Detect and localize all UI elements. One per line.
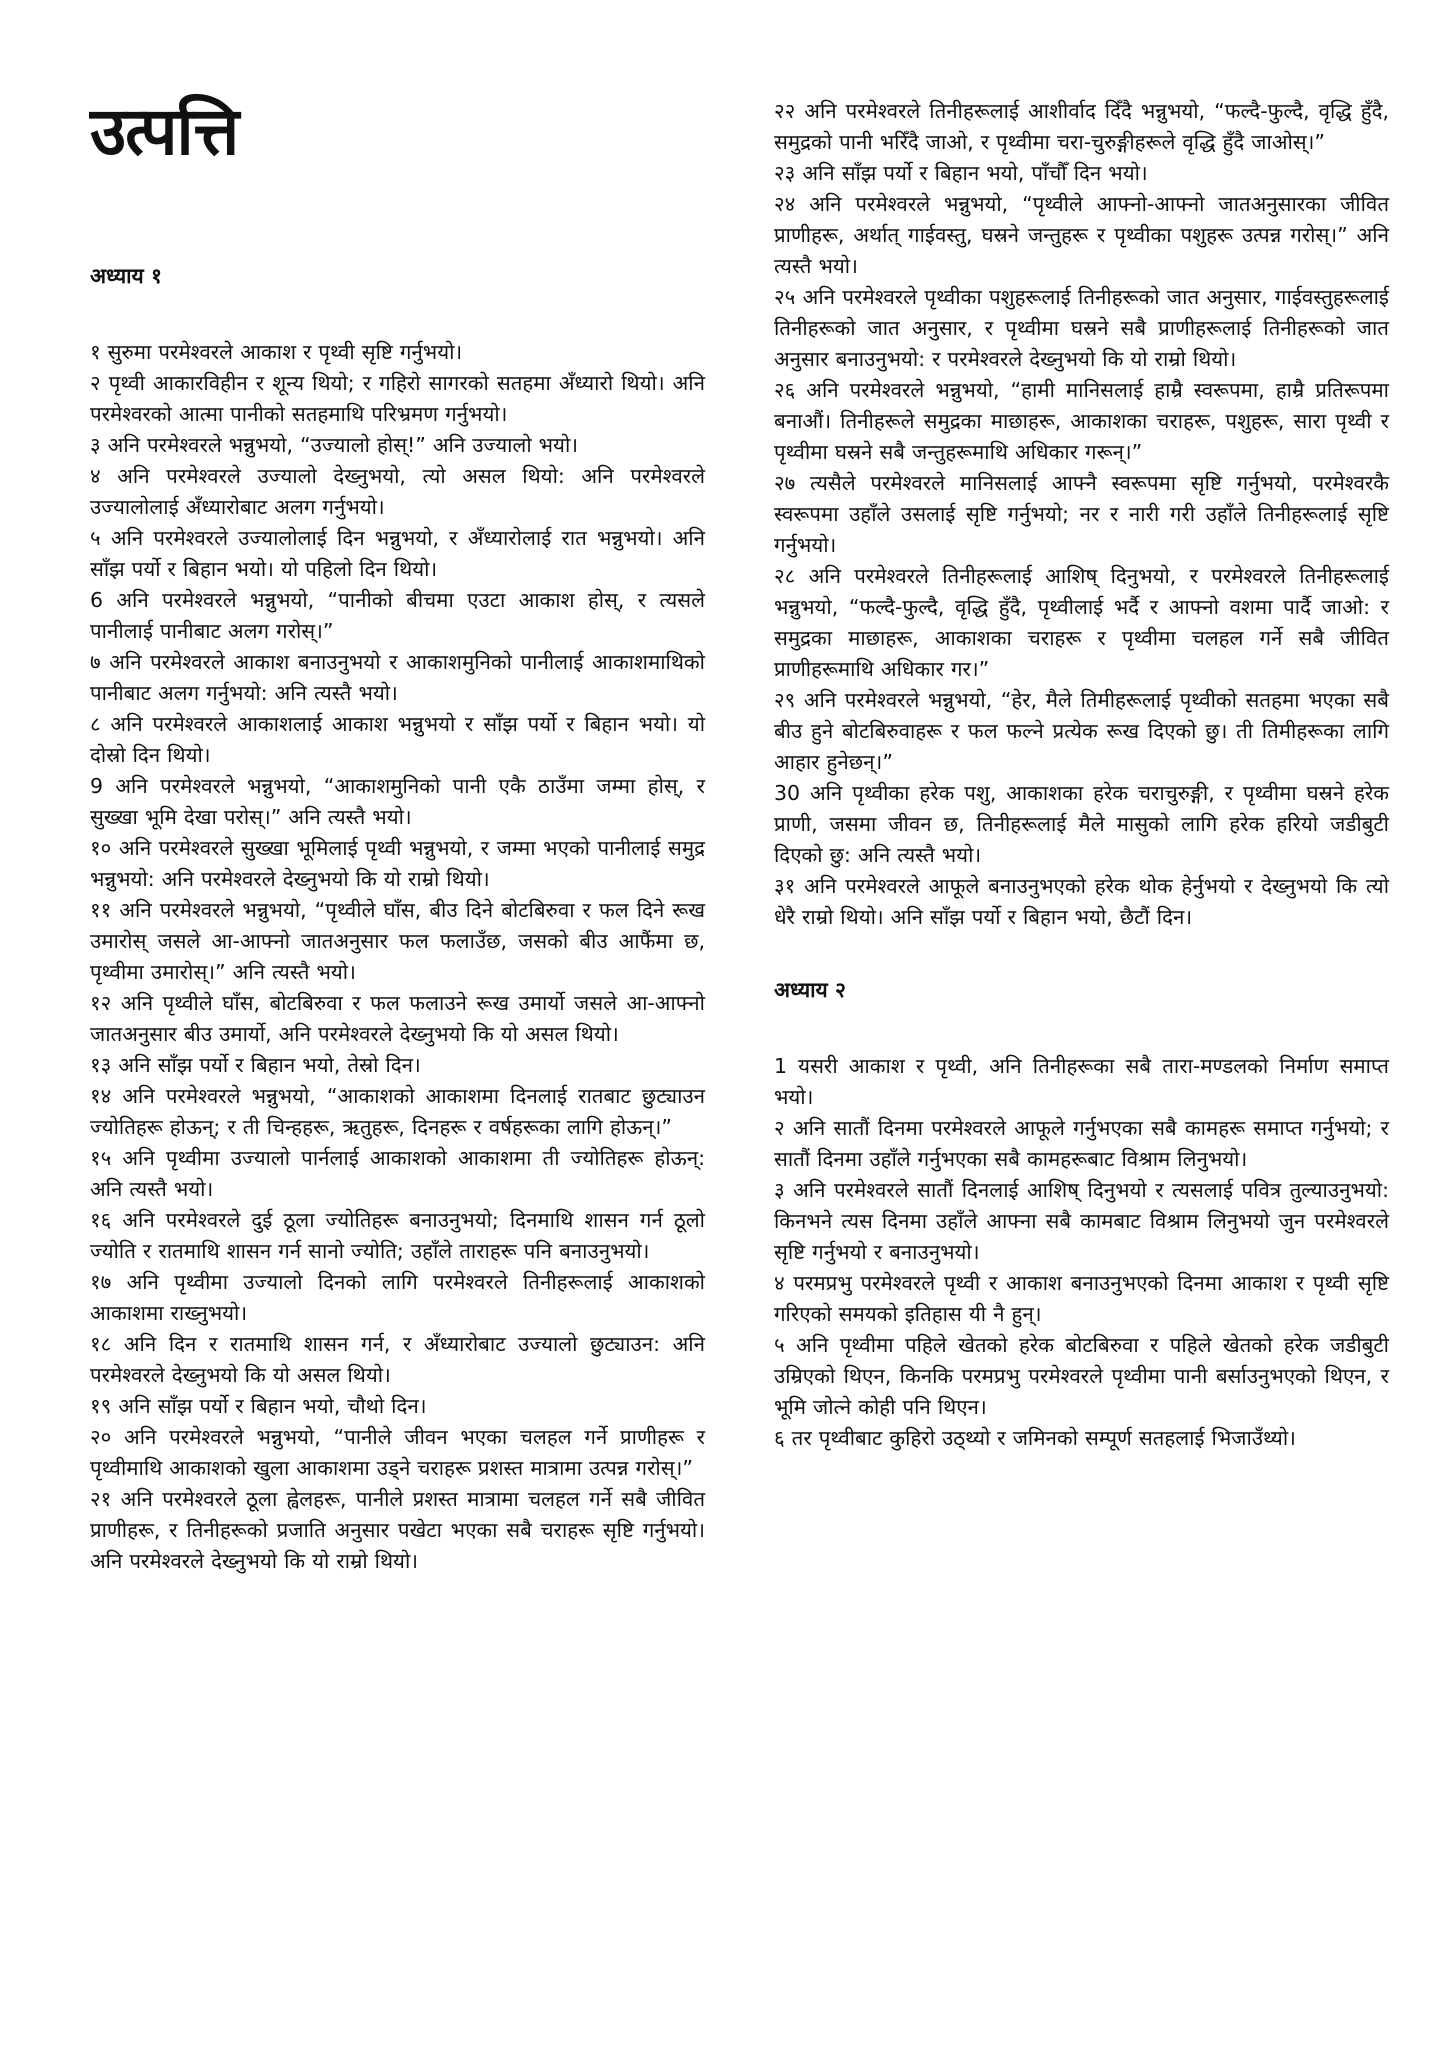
verse: ७ अनि परमेश्वरले आकाश बनाउनुभयो र आकाशमुनिको पानीलाई आकाशमाथिको पानीबाट अलग गर्नुभयो: अनि त्यस्तै भयो।: [90, 649, 705, 705]
verse: 30 अनि पृथ्वीका हरेक पशु, आकाशका हरेक चराचुरुङ्गी, र पृथ्वीमा घस्रने हरेक प्राणी, जसमा जीवन छ, तिनीहरूलाई मैले मासुको लागि हरेक हरियो जडीबुटी दिएको छु: अनि त्यस्तै भयो।: [774, 781, 1389, 867]
verse: १६ अनि परमेश्वरले दुई ठूला ज्योतिहरू बनाउनुभयो; दिनमाथि शासन गर्न ठूलो ज्योति र रातमाथि शासन गर्न सानो ज्योति; उहाँले ताराहरू पनि बनाउनुभयो।: [90, 1207, 705, 1263]
verse: 1 यसरी आकाश र पृथ्वी, अनि तिनीहरूका सबै तारा-मण्डलको निर्माण समाप्त भयो।: [774, 1054, 1389, 1109]
verse: १२ अनि पृथ्वीले घाँस, बोटबिरुवा र फल फलाउने रूख उमार्यो जसले आ-आफ्नो जातअनुसार बीउ उमार्यो, अनि परमेश्वरले देख्नुभयो कि यो असल थियो।: [90, 990, 705, 1046]
two-column-layout: [90, 93, 1389, 1577]
chapter-heading: अध्याय २: [774, 978, 846, 1002]
verse: २५ अनि परमेश्वरले पृथ्वीका पशुहरूलाई तिनीहरूको जात अनुसार, गाईवस्तुहरूलाई तिनीहरूको जात अनुसार, र पृथ्वीमा घस्रने सबै प्राणीहरूलाई तिनीहरूको जात अनुसार बनाउनुभयो: र परमेश्वरले देख्नुभयो कि यो राम्रो थियो।: [774, 285, 1389, 371]
verse: २४ अनि परमेश्वरले भन्नुभयो, “पृथ्वीले आफ्नो-आफ्नो जातअनुसारका जीवित प्राणीहरू, अर्थात् गाईवस्तु, घस्रने जन्तुहरू र पृथ्वीका पशुहरू उत्पन्न गरोस्।” अनि त्यस्तै भयो।: [774, 192, 1389, 278]
verse: १९ अनि साँझ पर्यो र बिहान भयो, चौथो दिन।: [90, 1393, 427, 1418]
verse: २९ अनि परमेश्वरले भन्नुभयो, “हेर, मैले तिमीहरूलाई पृथ्वीको सतहमा भएका सबै बीउ हुने बोटबिरुवाहरू र फल फल्ने प्रत्येक रूख दिएको छु। ती तिमीहरूका लागि आहार हुनेछन्।”: [774, 688, 1389, 774]
verse: ८ अनि परमेश्वरले आकाशलाई आकाश भन्नुभयो र साँझ पर्यो र बिहान भयो। यो दोस्रो दिन थियो।: [90, 711, 705, 767]
verse: १५ अनि पृथ्वीमा उज्यालो पार्नलाई आकाशको आकाशमा ती ज्योतिहरू होऊन्: अनि त्यस्तै भयो।: [90, 1145, 705, 1201]
verse: 6 अनि परमेश्वरले भन्नुभयो, “पानीको बीचमा एउटा आकाश होस्, र त्यसले पानीलाई पानीबाट अलग गरोस्।”: [90, 587, 705, 643]
verse: ६ तर पृथ्वीबाट कुहिरो उठ्थ्यो र जमिनको सम्पूर्ण सतहलाई भिजाउँथ्यो।: [774, 1426, 1296, 1450]
verse: १३ अनि साँझ पर्यो र बिहान भयो, तेस्रो दिन।: [90, 1052, 421, 1077]
verse: १८ अनि दिन र रातमाथि शासन गर्न, र अँध्यारोबाट उज्यालो छुट्याउन: अनि परमेश्वरले देख्नुभयो कि यो असल थियो।: [90, 1331, 705, 1387]
verse: २२ अनि परमेश्वरले तिनीहरूलाई आशीर्वाद दिँदै भन्नुभयो, “फल्दै-फुल्दै, वृद्धि हुँदै, समुद्रको पानी भरिँदै जाओ, र पृथ्वीमा चरा-चुरुङ्गीहरूले वृद्धि हुँदै जाओस्।”: [774, 99, 1389, 154]
verse: २८ अनि परमेश्वरले तिनीहरूलाई आशिष् दिनुभयो, र परमेश्वरले तिनीहरूलाई भन्नुभयो, “फल्दै-फुल्दै, वृद्धि हुँदै, पृथ्वीलाई भर्दै र आफ्नो वशमा पार्दै जाओ: र समुद्रका माछाहरू, आकाशका चराहरू र पृथ्वीमा चलहल गर्ने सबै जीवित प्राणीहरूमाथि अधिकार गर।”: [774, 564, 1389, 681]
verse: १४ अनि परमेश्वरले भन्नुभयो, “आकाशको आकाशमा दिनलाई रातबाट छुट्याउन ज्योतिहरू होऊन्; र ती चिन्हहरू, ऋतुहरू, दिनहरू र वर्षहरूका लागि होऊन्।”: [90, 1083, 705, 1139]
verse: 9 अनि परमेश्वरले भन्नुभयो, “आकाशमुनिको पानी एकै ठाउँमा जम्मा होस्, र सुख्खा भूमि देखा परोस्।” अनि त्यस्तै भयो।: [90, 773, 705, 829]
verse: ५ अनि परमेश्वरले उज्यालोलाई दिन भन्नुभयो, र अँध्यारोलाई रात भन्नुभयो। अनि साँझ पर्यो र बिहान भयो। यो पहिलो दिन थियो।: [90, 525, 705, 581]
book-title: उत्पत्ति: [90, 93, 239, 170]
verse: १० अनि परमेश्वरले सुख्खा भूमिलाई पृथ्वी भन्नुभयो, र जम्मा भएको पानीलाई समुद्र भन्नुभयो: अनि परमेश्वरले देख्नुभयो कि यो राम्रो थियो।: [90, 835, 705, 891]
verse: २० अनि परमेश्वरले भन्नुभयो, “पानीले जीवन भएका चलहल गर्ने प्राणीहरू र पृथ्वीमाथि आकाशको खुला आकाशमा उड्ने चराहरू प्रशस्त मात्रामा उत्पन्न गरोस्।”: [90, 1424, 705, 1480]
chapter-heading: अध्याय १: [90, 263, 162, 288]
verse: ३ अनि परमेश्वरले सातौं दिनलाई आशिष् दिनुभयो र त्यसलाई पवित्र तुल्याउनुभयो: किनभने त्यस दिनमा उहाँले आफ्ना सबै कामबाट विश्राम लिनुभयो जुन परमेश्वरले सृष्टि गर्नुभयो र बनाउनुभयो।: [774, 1178, 1389, 1264]
verse: ३१ अनि परमेश्वरले आफूले बनाउनुभएको हरेक थोक हेर्नुभयो र देख्नुभयो कि त्यो धेरै राम्रो थियो। अनि साँझ पर्यो र बिहान भयो, छैटौं दिन।: [774, 874, 1389, 929]
right-column: [774, 96, 1389, 1577]
verse: १७ अनि पृथ्वीमा उज्यालो दिनको लागि परमेश्वरले तिनीहरूलाई आकाशको आकाशमा राख्नुभयो।: [90, 1269, 705, 1325]
verse: ३ अनि परमेश्वरले भन्नुभयो, “उज्यालो होस्!” अनि उज्यालो भयो।: [90, 432, 579, 457]
verse: १ सुरुमा परमेश्वरले आकाश र पृथ्वी सृष्टि गर्नुभयो।: [90, 339, 463, 364]
verse: २६ अनि परमेश्वरले भन्नुभयो, “हामी मानिसलाई हाम्रै स्वरूपमा, हाम्रै प्रतिरूपमा बनाऔं। तिनीहरूले समुद्रका माछाहरू, आकाशका चराहरू, पशुहरू, सारा पृथ्वी र पृथ्वीमा घस्रने सबै जन्तुहरूमाथि अधिकार गरून्।”: [774, 378, 1389, 464]
verse: २१ अनि परमेश्वरले ठूला ह्वेलहरू, पानीले प्रशस्त मात्रामा चलहल गर्ने सबै जीवित प्राणीहरू, र तिनीहरूको प्रजाति अनुसार पखेटा भएका सबै चराहरू सृष्टि गर्नुभयो। अनि परमेश्वरले देख्नुभयो कि यो राम्रो थियो।: [90, 1486, 705, 1573]
verse: ४ अनि परमेश्वरले उज्यालो देख्नुभयो, त्यो असल थियो: अनि परमेश्वरले उज्यालोलाई अँध्यारोबाट अलग गर्नुभयो।: [90, 463, 705, 519]
verse: ४ परमप्रभु परमेश्वरले पृथ्वी र आकाश बनाउनुभएको दिनमा आकाश र पृथ्वी सृष्टि गरिएको समयको इतिहास यी नै हुन्।: [774, 1271, 1389, 1326]
verse: २७ त्यसैले परमेश्वरले मानिसलाई आफ्नै स्वरूपमा सृष्टि गर्नुभयो, परमेश्वरकै स्वरूपमा उहाँले उसलाई सृष्टि गर्नुभयो; नर र नारी गरी उहाँले तिनीहरूलाई सृष्टि गर्नुभयो।: [774, 471, 1389, 557]
verse: ५ अनि पृथ्वीमा पहिले खेतको हरेक बोटबिरुवा र पहिले खेतको हरेक जडीबुटी उम्रिएको थिएन, किनकि परमप्रभु परमेश्वरले पृथ्वीमा पानी बर्साउनुभएको थिएन, र भूमि जोत्ने कोही पनि थिएन।: [774, 1333, 1389, 1419]
verse: २३ अनि साँझ पर्यो र बिहान भयो, पाँचौँ दिन भयो।: [774, 161, 1148, 185]
verse: २ पृथ्वी आकारविहीन र शून्य थियो; र गहिरो सागरको सतहमा अँध्यारो थियो। अनि परमेश्वरको आत्मा पानीको सतहमाथि परिभ्रमण गर्नुभयो।: [90, 370, 705, 426]
verse: ११ अनि परमेश्वरले भन्नुभयो, “पृथ्वीले घाँस, बीउ दिने बोटबिरुवा र फल दिने रूख उमारोस् जसले आ-आफ्नो जातअनुसार फल फलाउँछ, जसको बीउ आफैंमा छ, पृथ्वीमा उमारोस्।” अनि त्यस्तै भयो।: [90, 897, 705, 984]
verse: २ अनि सातौं दिनमा परमेश्वरले आफूले गर्नुभएका सबै कामहरू समाप्त गर्नुभयो; र सातौं दिनमा उहाँले गर्नुभएका सबै कामहरूबाट विश्राम लिनुभयो।: [774, 1116, 1389, 1171]
left-column: [90, 93, 705, 1577]
